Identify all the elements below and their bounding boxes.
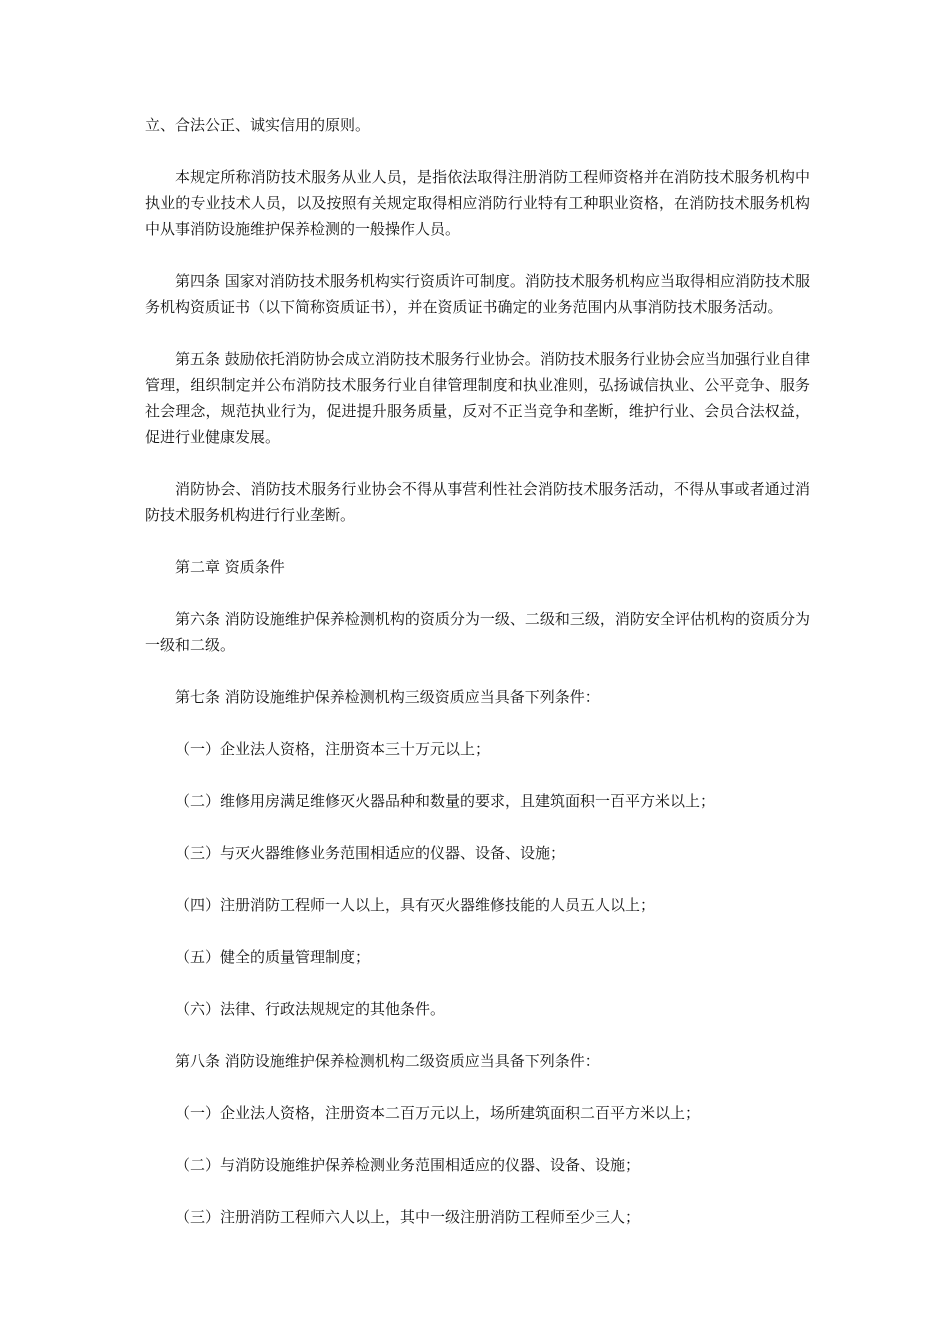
article-8-item-1: （一）企业法人资格，注册资本二百万元以上，场所建筑面积二百平方米以上； [175,1104,701,1122]
article-8: 第八条 消防设施维护保养检测机构二级资质应当具备下列条件： [175,1052,600,1070]
article-7-item-4: （四）注册消防工程师一人以上，具有灭火器维修技能的人员五人以上； [175,896,656,914]
article-7-item-3: （三）与灭火器维修业务范围相适应的仪器、设备、设施； [175,844,566,862]
article-7: 第七条 消防设施维护保养检测机构三级资质应当具备下列条件： [175,688,600,706]
article-4: 第四条 国家对消防技术服务机构实行资质许可制度。消防技术服务机构应当取得相应消防技术服务机构资质证书（以下简称资质证书），并在资质证书确定的业务范围内从事消防技术服务活动。 [145,272,810,316]
paragraph-association-restriction: 消防协会、消防技术服务行业协会不得从事营利性社会消防技术服务活动，不得从事或者通过消防技术服务机构进行行业垄断。 [145,480,810,524]
paragraph-personnel-definition: 本规定所称消防技术服务从业人员，是指依法取得注册消防工程师资格并在消防技术服务机构中执业的专业技术人员，以及按照有关规定取得相应消防行业特有工种职业资格，在消防技术服务机构中从事消防设施维护保养检测的一般操作人员。 [145,168,810,238]
article-7-item-6: （六）法律、行政法规规定的其他条件。 [175,1000,446,1018]
article-6: 第六条 消防设施维护保养检测机构的资质分为一级、二级和三级，消防安全评估机构的资质分为一级和二级。 [145,610,810,654]
article-7-item-2: （二）维修用房满足维修灭火器品种和数量的要求，且建筑面积一百平方米以上； [175,792,716,810]
chapter-2-heading: 第二章 资质条件 [175,558,285,576]
document-page [145,112,810,1256]
article-5: 第五条 鼓励依托消防协会成立消防技术服务行业协会。消防技术服务行业协会应当加强行业自律管理，组织制定并公布消防技术服务行业自律管理制度和执业准则，弘扬诚信执业、公平竞争、服务社会理念，规范执业行为，促进提升服务质量，反对不正当竞争和垄断，维护行业、会员合法权益，促进行业健康发展。 [145,350,810,446]
paragraph-continuation: 立、合法公正、诚实信用的原则。 [145,116,371,134]
article-8-item-3: （三）注册消防工程师六人以上，其中一级注册消防工程师至少三人； [175,1208,641,1226]
article-7-item-1: （一）企业法人资格，注册资本三十万元以上； [175,740,491,758]
article-7-item-5: （五）健全的质量管理制度； [175,948,371,966]
article-8-item-2: （二）与消防设施维护保养检测业务范围相适应的仪器、设备、设施； [175,1156,641,1174]
